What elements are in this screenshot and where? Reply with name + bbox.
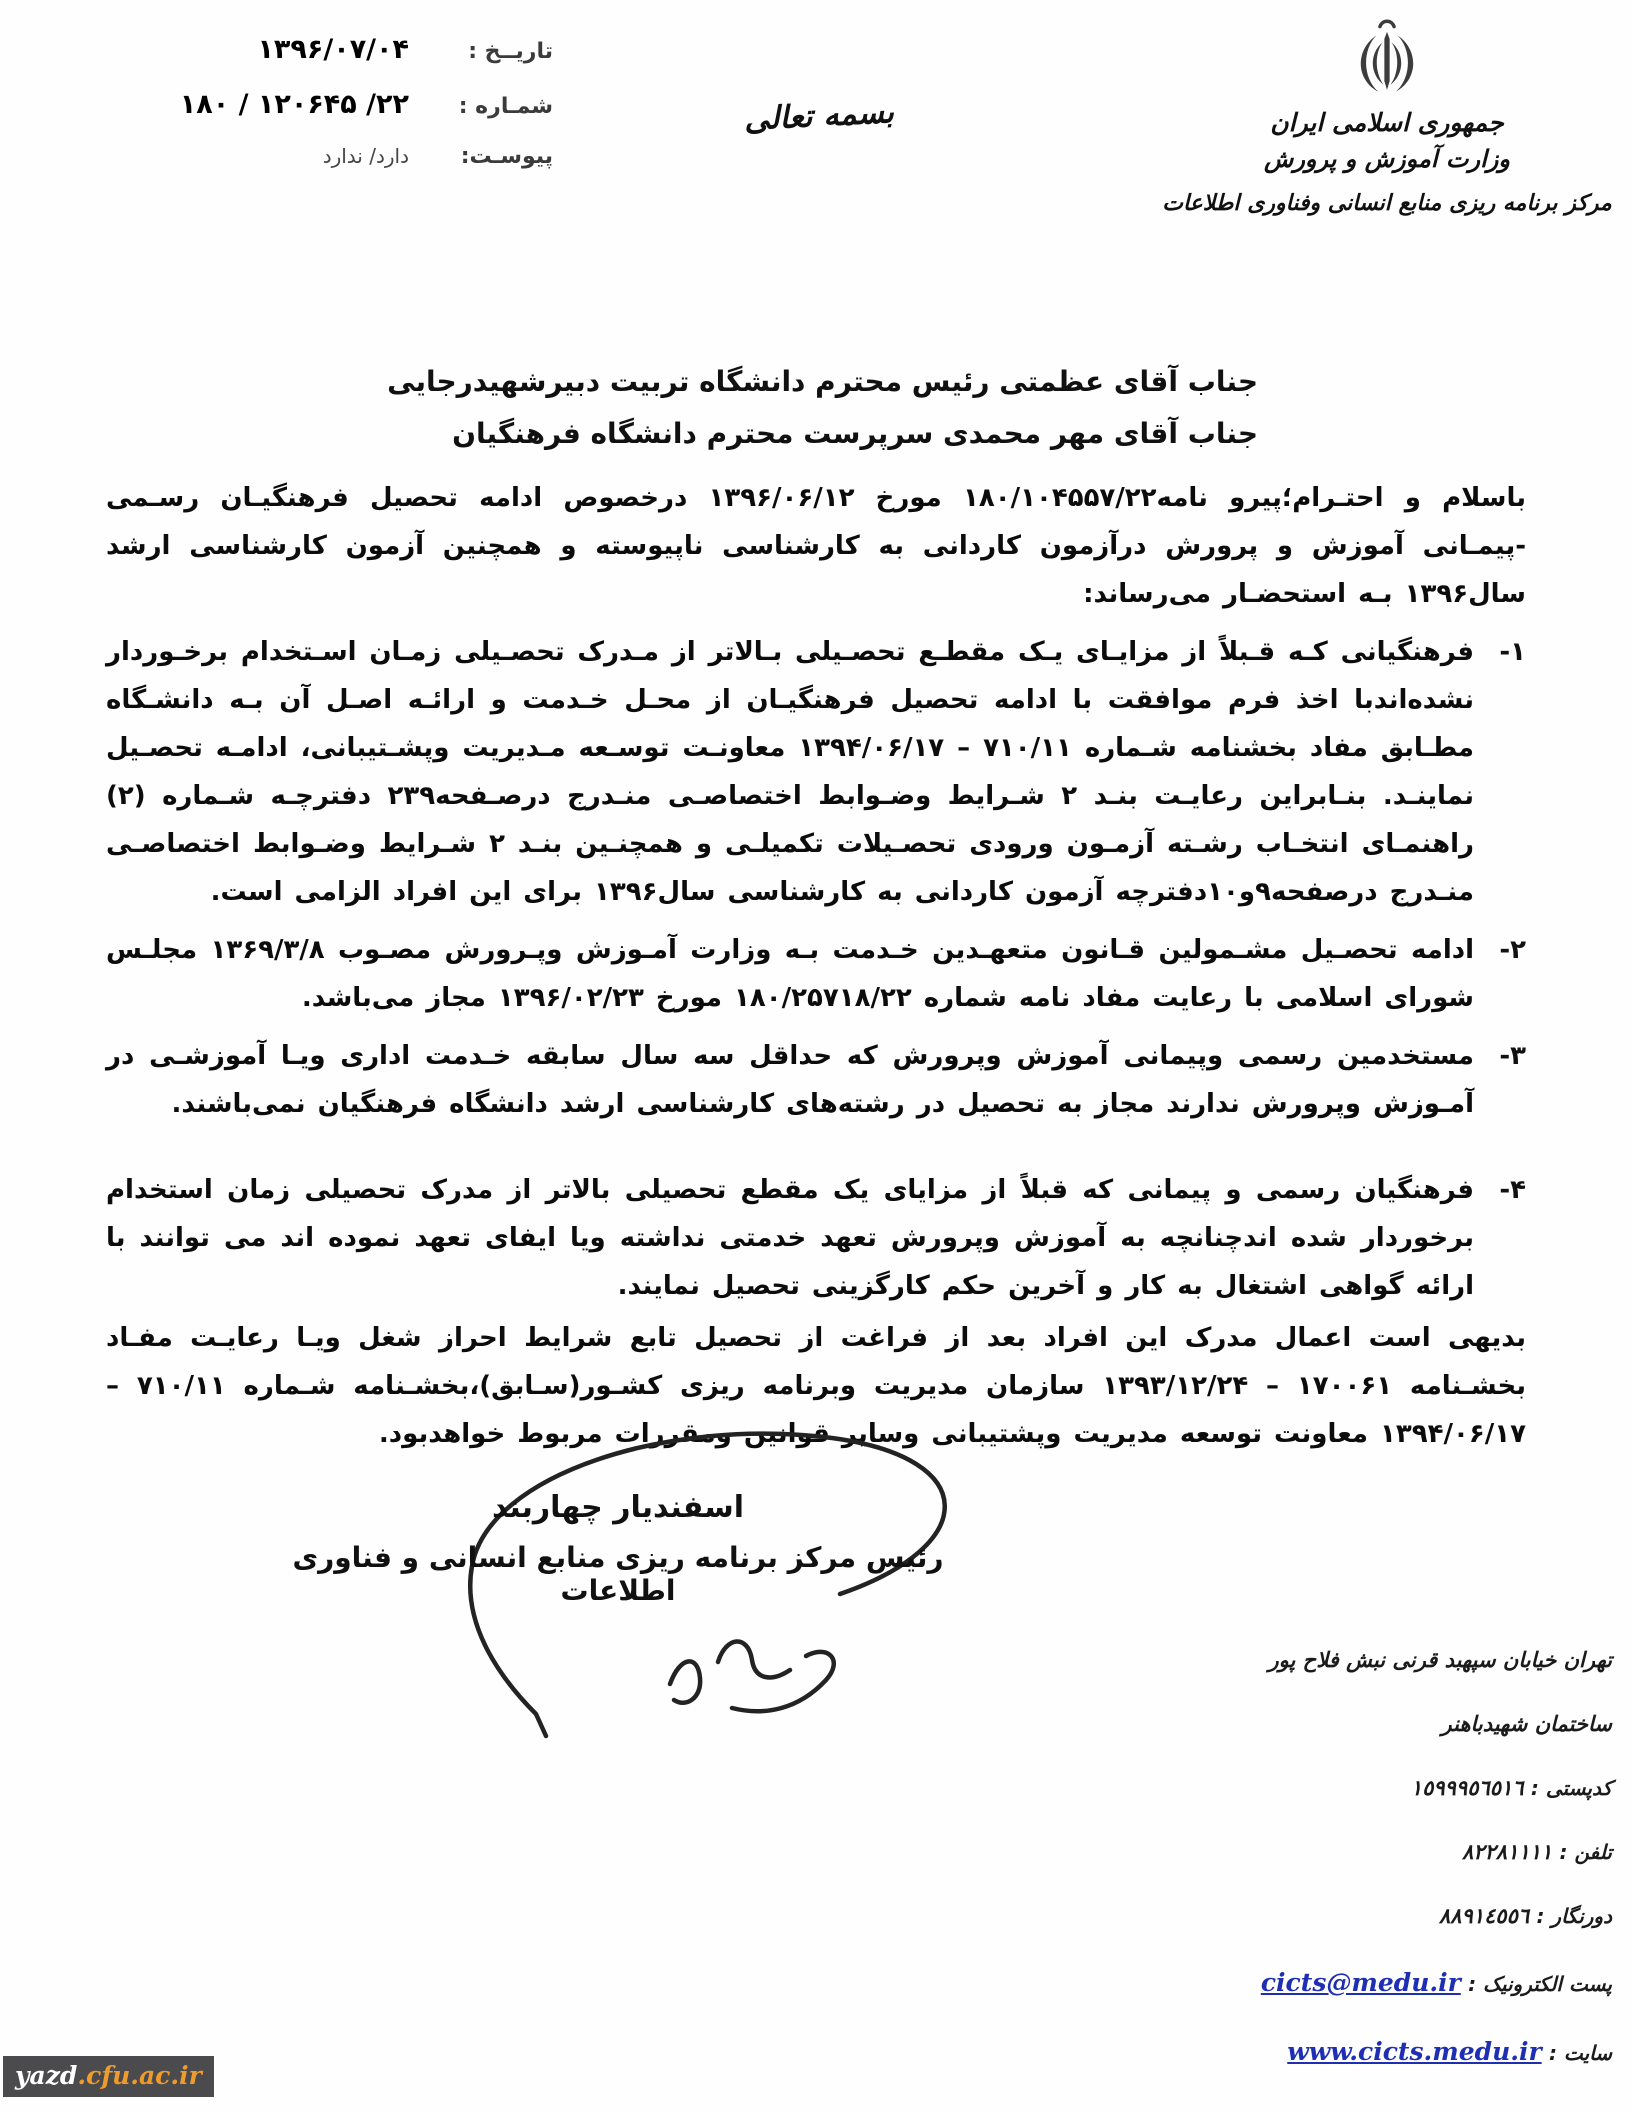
watermark-part2: .cfu.ac.ir bbox=[77, 2061, 202, 2090]
email-row bbox=[1150, 1968, 1612, 1997]
list-item-3 bbox=[106, 1032, 1526, 1128]
list-item-2-text: ادامه تحصـیل مشـمولین قـانون متعهـدین خـدمت بـه وزارت آمـوزش وپـرورش مصـوب ۱۳۶۹/۳/۸ مجلـس شورای اسلامی با رعایت مفاد نامه شماره ۱۸۰/۲۵۷۱۸/۲۲ مورخ ۱۳۹۶/۰۲/۲۳ مجاز می‌باشد. bbox=[106, 935, 1474, 1013]
fax-row bbox=[1150, 1904, 1612, 1928]
signature-block bbox=[250, 1424, 986, 1607]
email-link[interactable]: cicts@medu.ir bbox=[1260, 1968, 1461, 1997]
list-item-2 bbox=[106, 926, 1526, 1022]
letterhead-country: جمهوری اسلامی ایران bbox=[1270, 108, 1504, 137]
letter-meta-block bbox=[95, 34, 553, 193]
attachment-label: پيوسـت: bbox=[460, 144, 553, 169]
fax-label: دورنگار : bbox=[1536, 1904, 1612, 1928]
intro-paragraph: باسلام و احتـرام؛پیرو نامه۱۸۰/۱۰۴۵۵۷/۲۲ مورخ ۱۳۹۶/۰۶/۱۲ درخصوص ادامه تحصیل فرهنگیـان رسـمی -پیمـانی آموزش و پرورش درآزمون کاردانی به کارشناسی ناپیوسته و همچنین آزمون کارشناسی ارشد سال۱۳۹۶ بـه استحضـار می‌رساند: bbox=[106, 483, 1526, 609]
number-value: ۲۲/ ۱۲۰۶۴۵ / ۱۸۰ bbox=[179, 89, 409, 120]
phone-value: ٨٢٢٨١١١١ bbox=[1461, 1840, 1553, 1864]
email-label: پست الکترونیک : bbox=[1468, 1972, 1612, 1996]
list-item-3-number: ۳- bbox=[1499, 1041, 1526, 1071]
watermark-part1: yazd bbox=[15, 2061, 78, 2090]
recipient-line-2: جناب آقای مهر محمدی سرپرست محترم دانشگاه فرهنگیان bbox=[452, 417, 1258, 450]
fax-value: ٨٨٩١٤٥٥٦ bbox=[1438, 1904, 1530, 1928]
besmele-calligraphy: بسمه تعالی bbox=[743, 94, 895, 138]
iran-emblem-icon bbox=[1152, 16, 1622, 108]
website-label: سایت : bbox=[1548, 2041, 1612, 2065]
source-watermark bbox=[3, 2056, 214, 2097]
number-row bbox=[95, 89, 553, 120]
postal-code-value: ١٥٩٩٩٥٦٥١٦ bbox=[1410, 1776, 1524, 1800]
list-item-4-text: فرهنگیان رسمی و پیمانی که قبلاً از مزایای یک مقطع تحصیلی بالاتر از مدرک تحصیلی زمان استخدام برخوردار شده اندچنانچه به آموزش وپرورش تعهد خدمتی نداشته ویا ایفای تعهد نموده اند می توانند با ارائه گواهی اشتغال به کار و آخرین حکم کارگزینی تحصیل نمایند. bbox=[106, 1175, 1474, 1301]
signatory-title: رئیس مرکز برنامه ریزی منابع انسانی و فناوری اطلاعات bbox=[292, 1541, 944, 1607]
postal-code-label: کدپستی : bbox=[1530, 1776, 1612, 1800]
number-label: شمـاره : bbox=[458, 94, 553, 119]
signatory-name: اسفندیار چهاربند bbox=[492, 1490, 744, 1525]
date-value: ۱۳۹۶/۰۷/۰۴ bbox=[257, 34, 409, 65]
building-line: ساختمان شهیدباهنر bbox=[1441, 1712, 1612, 1736]
recipient-line-1: جناب آقای عظمتی رئیس محترم دانشگاه تربیت دبیرشهیدرجایی bbox=[387, 365, 1258, 398]
letterhead-ministry: وزارت آموزش و پرورش bbox=[1264, 145, 1510, 173]
list-item-2-number: ۲- bbox=[1499, 935, 1526, 965]
attachment-value: دارد/ ندارد bbox=[322, 144, 409, 168]
list-item-4 bbox=[106, 1166, 1526, 1310]
list-item-4-number: ۴- bbox=[1499, 1175, 1526, 1205]
closing-paragraph: بدیهی است اعمال مدرک این افراد بعد از فراغت از تحصیل تابع شرایط احراز شغل ویـا رعایـت مفـاد بخشـنامه ۱۷۰۰۶۱ – ۱۳۹۳/۱۲/۲۴ سازمان مدیریت وبرنامه ریزی کشـور(سـابق)،بخشـنامه شـماره ۷۱۰/۱۱ – ۱۳۹۴/۰۶/۱۷ معاونت توسعه مدیریت وپشتیبانی وسایر قوانین ومقررات مربوط خواهدبود. bbox=[106, 1323, 1527, 1449]
letterhead bbox=[1152, 16, 1622, 216]
address-line: تهران خیابان سپهبد قرنی نبش فلاح پور bbox=[1268, 1648, 1612, 1672]
date-row bbox=[95, 34, 553, 65]
website-link[interactable]: www.cicts.medu.ir bbox=[1287, 2037, 1542, 2066]
phone-row bbox=[1150, 1840, 1612, 1864]
letter-body bbox=[106, 356, 1526, 1458]
phone-label: تلفن : bbox=[1559, 1840, 1612, 1864]
list-item-1-text: فرهنگیانی کـه قـبلاً از مزایـای یـک مقطـع تحصـیلی بـالاتر از مـدرک تحصـیلی زمـان اسـتخدام برخـوردار نشده‌اندبا اخذ فرم موافقت با ادامه تحصیل فرهنگیـان از محـل خـدمت و ارائـه اصـل آن بـه دانشـگاه مطـابق مفاد بخشنامه شـماره ۷۱۰/۱۱ – ۱۳۹۴/۰۶/۱۷ معاونـت توسـعه مـدیریت وپشـتیبانی، ادامـه تحصـیل نماینـد. بنـابراین رعایـت بنـد ۲ شـرایط وضـوابط اختصاصـی منـدرج درصـفحه۲۳۹ دفترچـه شـماره (۲) راهنمـای انتخـاب رشـته آزمـون ورودی تحصـیلات تکمیلـی و همچنـین بنـد ۲ شـرایط وضـوابط اختصاصـی منـدرج درصفحه۹و۱۰دفترچه آزمون کاردانی به کارشناسی سال۱۳۹۶ برای این افراد الزامی است. bbox=[106, 637, 1475, 907]
list-item-1-number: ۱- bbox=[1499, 637, 1526, 667]
letterhead-center: مرکز برنامه ریزی منابع انسانی وفناوری اطلاعات bbox=[1162, 191, 1612, 216]
website-row bbox=[1150, 2037, 1612, 2066]
list-item-1 bbox=[106, 628, 1526, 916]
list-item-3-text: مستخدمین رسمی وپیمانی آموزش وپرورش که حداقل سه سال سابقه خـدمت اداری ویـا آموزشـی در آمـوزش وپرورش ندارند مجاز به تحصیل در رشته‌های کارشناسی ارشد دانشگاه فرهنگیان نمی‌باشند. bbox=[106, 1041, 1474, 1119]
attachment-row bbox=[95, 144, 553, 169]
postal-code-row bbox=[1150, 1776, 1612, 1800]
contact-footer bbox=[1150, 1648, 1618, 2106]
date-label: تاريــخ : bbox=[468, 39, 553, 64]
